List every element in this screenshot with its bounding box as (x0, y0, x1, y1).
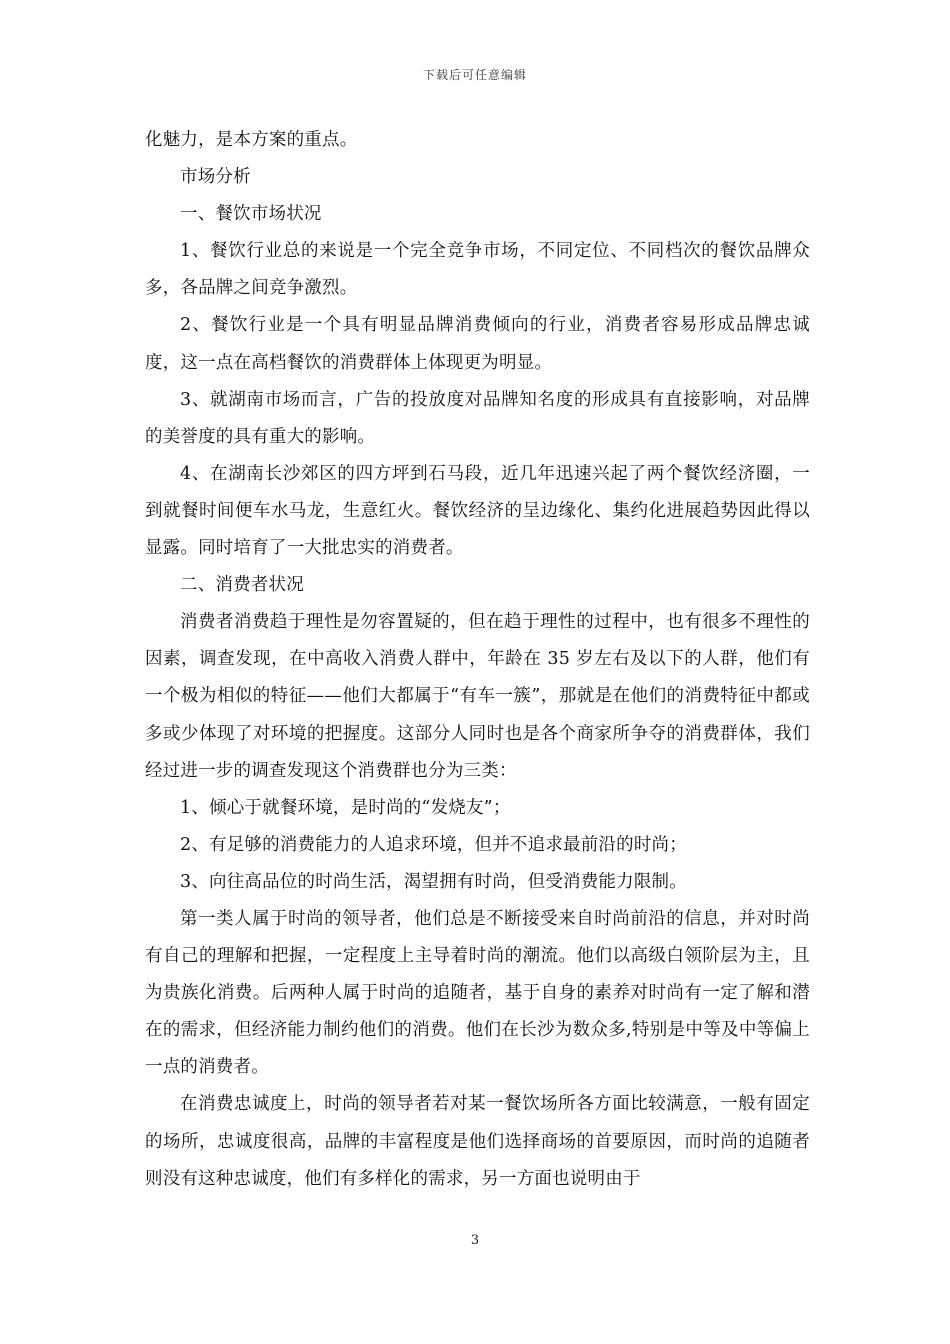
paragraph: 3、就湖南市场而言，广告的投放度对品牌知名度的形成具有直接影响，对品牌的美誉度的具有重大的影响。 (145, 389, 810, 447)
paragraph: 2、餐饮行业是一个具有明显品牌消费倾向的行业，消费者容易形成品牌忠诚度，这一点在高档餐饮的消费群体上体现更为明显。 (145, 315, 810, 373)
section-heading: 二、消费者状况 (180, 575, 304, 596)
paragraph: 在消费忠诚度上，时尚的领导者若对某一餐饮场所各方面比较满意，一般有固定的场所，忠诚度很高，品牌的丰富程度是他们选择商场的首要原因，而时尚的追随者则没有这种忠诚度，他们有多样化的需求，另一方面也说明由于 (145, 1094, 810, 1189)
header-note: 下载后可任意编辑 (422, 68, 527, 82)
paragraph: 1、餐饮行业总的来说是一个完全竞争市场，不同定位、不同档次的餐饮品牌众多，各品牌之间竞争激烈。 (145, 241, 810, 299)
paragraph: 4、在湖南长沙郊区的四方坪到石马段，近几年迅速兴起了两个餐饮经济圈，一到就餐时间便车水马龙，生意红火。餐饮经济的呈边缘化、集约化进展趋势因此得以显露。同时培育了一大批忠实的消费者。 (145, 463, 810, 559)
list-item: 3、向往高品位的时尚生活，渴望拥有时尚，但受消费能力限制。 (180, 871, 687, 892)
section-heading: 一、餐饮市场状况 (180, 204, 322, 225)
section-heading: 市场分析 (180, 167, 251, 188)
paragraph: 第一类人属于时尚的领导者，他们总是不断接受来自时尚前沿的信息，并对时尚有自己的理解和把握，一定程度上主导着时尚的潮流。他们以高级白领阶层为主，且为贵族化消费。后两种人属于时尚的追随者，基于自身的素养对时尚有一定了解和潜在的需求，但经济能力制约他们的消费。他们在长沙为数众多,特别是中等及中等偏上一点的消费者。 (145, 908, 810, 1078)
list-item: 2、有足够的消费能力的人追求环境，但并不追求最前沿的时尚； (180, 834, 687, 855)
document-body (145, 122, 810, 1198)
paragraph: 消费者消费趋于理性是勿容置疑的，但在趋于理性的过程中，也有很多不理性的因素，调查发现，在中高收入消费人群中，年龄在 35 岁左右及以下的人群，他们有一个极为相似的特征——他们大都属于“有车一簇”，那就是在他们的消费特征中都或多或少体现了对环境的把握度。这部分人同时也是各个商家所争夺的消费群体，我们经过进一步的调查发现这个消费群也分为三类： (145, 612, 810, 781)
paragraph: 化魅力，是本方案的重点。 (145, 130, 358, 150)
list-item: 1、倾心于就餐环境，是时尚的“发烧友”； (180, 797, 511, 818)
page-number: 3 (470, 1233, 480, 1248)
